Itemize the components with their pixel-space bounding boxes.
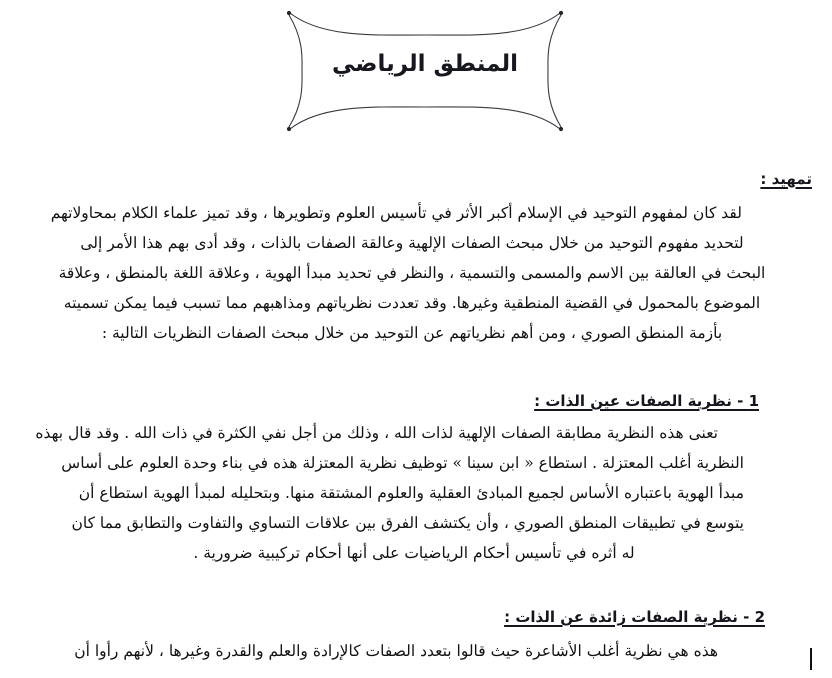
paragraph-line: يتوسع في تطبيقات المنطق الصوري ، وأن يكتشف الفرق بين علاقات التساوي والتفاوت والتطابق مما كان — [71, 514, 744, 532]
frame-corner-dot-top-left — [287, 11, 291, 15]
frame-bottom-arc — [290, 107, 560, 129]
paragraph-theory-two — [74, 636, 744, 666]
document-title: المنطق الرياضي — [331, 51, 519, 77]
paragraph-introduction — [50, 198, 768, 348]
heading-theory-two — [504, 606, 765, 629]
paragraph-line: النظرية أغلب المعتزلة . استطاع « ابن سينا » توظيف نظرية المعتزلة هذه في بناء وحدة العلوم على أساس — [61, 454, 744, 472]
paragraph-line: له أثره في تأسيس أحكام الرياضيات على أنها أحكام تركيبية ضرورية . — [193, 544, 635, 562]
paragraph-line: البحث في العالقة بين الاسم والمسمى والتسمية ، والنظر في تحديد مبدأ الهوية ، وعلاقة اللغة بالمنطق ، وعلاقة — [58, 264, 766, 282]
heading-theory-one — [534, 390, 759, 413]
paragraph-line: هذه هي نظرية أغلب الأشاعرة حيث قالوا بتعدد الصفات كالإرادة والعلم والقدرة وغيرها ، لأنهم رأوا أن — [74, 642, 718, 660]
paragraph-line: بأزمة المنطق الصوري ، ومن أهم نظرياتهم عن التوحيد من خلال مبحث الصفات النظريات التالية : — [101, 324, 723, 342]
frame-corner-dot-bottom-left — [287, 127, 291, 131]
heading-introduction — [760, 168, 812, 191]
frame-top-arc — [290, 13, 560, 35]
heading-theory-one-label: 1 - نظرية الصفات عين الذات : — [534, 392, 759, 410]
paragraph-line: الموضوع بالمحمول في القضية المنطقية وغيرها. وقد تعددت نظرياتهم ومذاهبهم مما تسبب فيما يمكن تسميته — [63, 294, 761, 312]
paragraph-line: لقد كان لمفهوم التوحيد في الإسلام أكبر الأثر في تأسيس العلوم وتطويرها ، وقد تميز علماء الكلام بمحاولاتهم — [50, 204, 742, 222]
frame-corner-dot-top-right — [559, 11, 563, 15]
paragraph-theory-one — [35, 418, 744, 568]
title-plate — [280, 4, 570, 138]
heading-introduction-label: تمهيد : — [760, 170, 812, 188]
paragraph-line: مبدأ الهوية باعتباره الأساس لجميع المبادئ العقلية والعلوم المشتقة منها. وبتحليله لمبدأ الهوية استطاع أن — [78, 484, 744, 502]
paragraph-line: لتحديد مفهوم التوحيد من خلال مبحث الصفات الإلهية وعالقة الصفات بالذات ، وقد أدى بهم هذا الأمر إلى — [80, 234, 744, 252]
frame-corner-dot-bottom-right — [559, 127, 563, 131]
heading-theory-two-label: 2 - نظرية الصفات زائدة عن الذات : — [504, 608, 765, 626]
paragraph-line: تعنى هذه النظرية مطابقة الصفات الإلهية لذات الله ، وذلك من أجل نفي الكثرة في ذات الله . وقد قال بهذه — [35, 424, 718, 442]
text-cursor — [810, 648, 812, 670]
